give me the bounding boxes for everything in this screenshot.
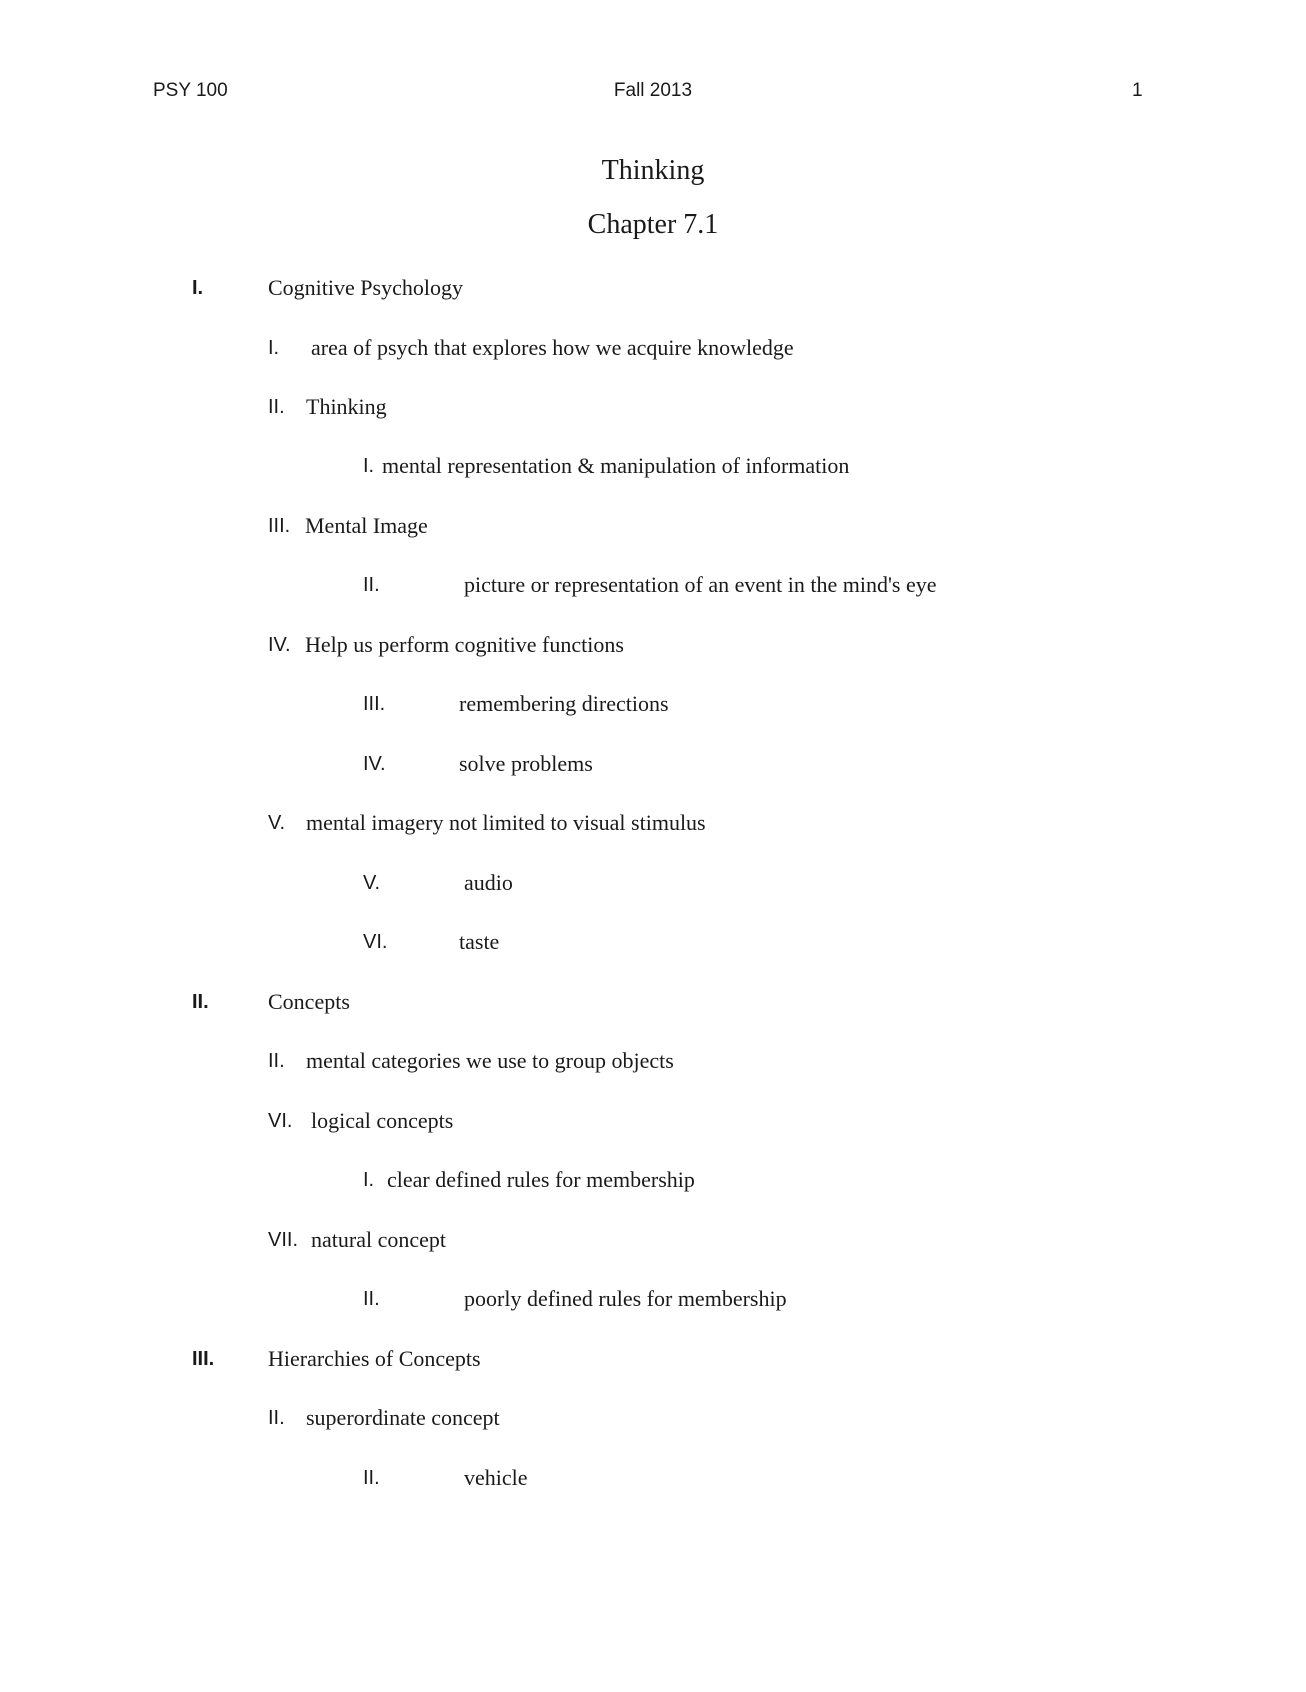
header-page-number: 1 (1132, 80, 1143, 101)
outline-numeral: VII. (268, 1229, 299, 1251)
outline-numeral: VI. (268, 1110, 293, 1132)
outline-numeral: VI. (363, 931, 388, 953)
outline-numeral: II. (268, 1050, 285, 1072)
outline-numeral: II. (268, 396, 285, 418)
outline-numeral: I. (363, 455, 375, 477)
outline-numeral: II. (363, 1467, 380, 1489)
outline-numeral: I. (192, 277, 204, 299)
outline-numeral: III. (363, 693, 386, 715)
outline-text: superordinate concept (306, 1405, 500, 1430)
outline-text: natural concept (311, 1227, 446, 1252)
outline-text: remembering directions (459, 691, 669, 716)
outline-numeral: III. (268, 515, 291, 537)
page-title: Thinking (601, 155, 705, 186)
outline-text: taste (459, 929, 500, 954)
outline-text: area of psych that explores how we acquire knowledge (311, 335, 794, 360)
outline-text: poorly defined rules for membership (464, 1286, 787, 1311)
outline-numeral: II. (363, 1288, 380, 1310)
outline-text: Help us perform cognitive functions (305, 632, 624, 657)
outline-numeral: IV. (363, 753, 386, 775)
outline-numeral: I. (268, 337, 280, 359)
outline-text: vehicle (464, 1465, 528, 1490)
outline-numeral: I. (363, 1169, 375, 1191)
outline-text: mental categories we use to group objects (306, 1048, 674, 1073)
outline-numeral: V. (268, 812, 286, 834)
outline-text: Hierarchies of Concepts (268, 1346, 481, 1371)
outline-text: picture or representation of an event in the mind's eye (464, 572, 937, 597)
page-subtitle: Chapter 7.1 (587, 209, 719, 240)
outline-numeral: II. (268, 1407, 285, 1429)
outline-numeral: V. (363, 872, 381, 894)
header-term: Fall 2013 (613, 80, 693, 101)
outline-text: Thinking (306, 394, 387, 419)
outline-numeral: II. (192, 991, 209, 1013)
header-course: PSY 100 (153, 80, 228, 101)
outline-text: mental representation & manipulation of information (382, 453, 850, 478)
outline-text: mental imagery not limited to visual stimulus (306, 810, 706, 835)
outline-numeral: IV. (268, 634, 291, 656)
outline-text: audio (464, 870, 513, 895)
outline-text: Cognitive Psychology (268, 275, 463, 300)
outline-text: Mental Image (305, 513, 428, 538)
outline-text: Concepts (268, 989, 350, 1014)
outline-text: solve problems (459, 751, 593, 776)
outline-text: logical concepts (311, 1108, 454, 1133)
outline-text: clear defined rules for membership (387, 1167, 695, 1192)
outline-numeral: II. (363, 574, 380, 596)
outline-numeral: III. (192, 1348, 215, 1370)
